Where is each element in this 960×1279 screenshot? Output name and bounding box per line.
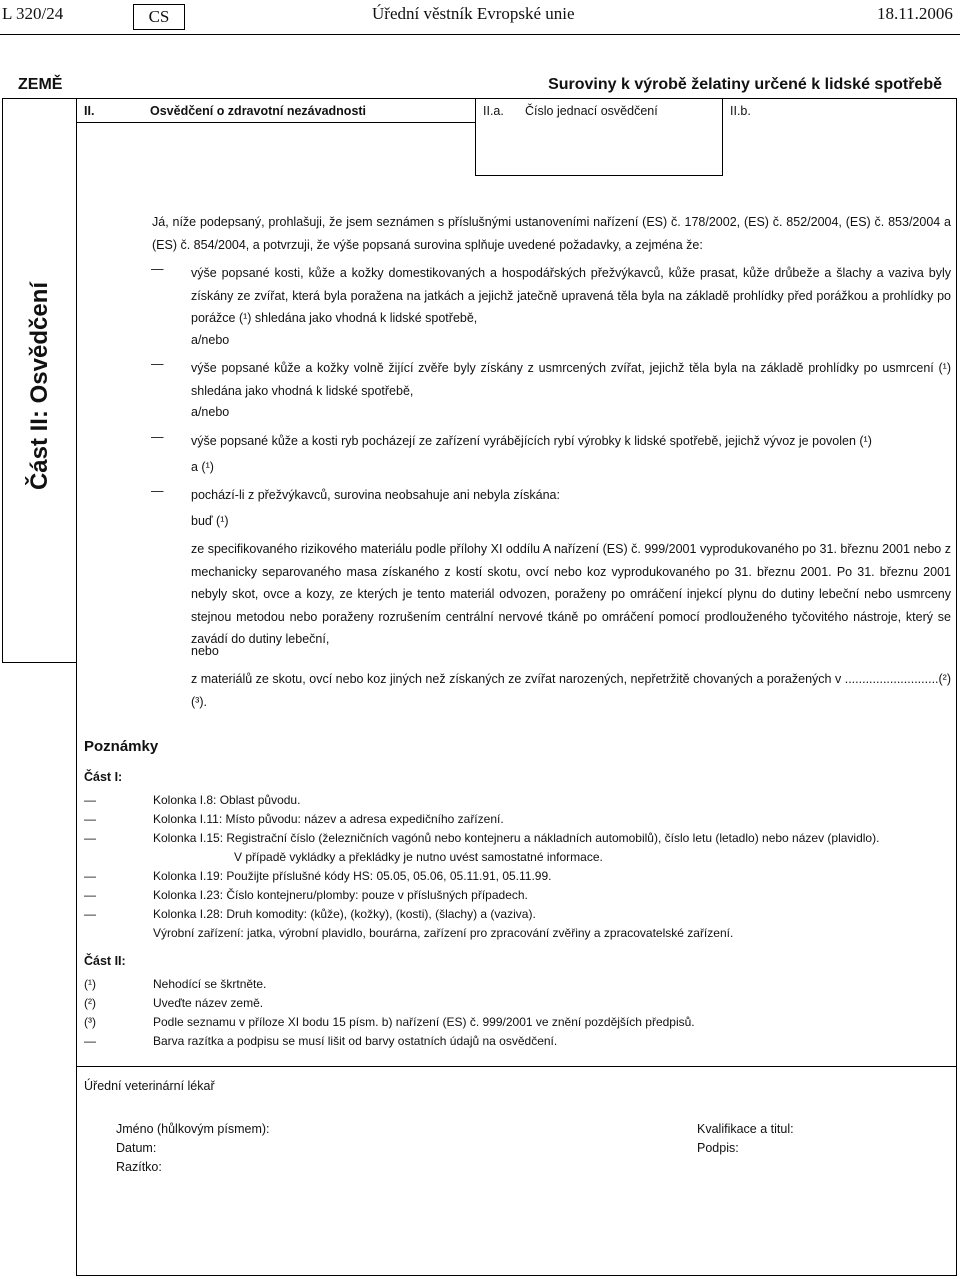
- form-title: Suroviny k výrobě želatiny určené k lidské spotřebě: [548, 76, 942, 93]
- dash-mark: —: [151, 262, 164, 276]
- note-item: [84, 924, 954, 943]
- date-field-label: Datum:: [116, 1141, 157, 1155]
- or-label: a/nebo: [191, 333, 230, 347]
- field-b-border-left: [722, 98, 723, 175]
- qualification-field-label: Kvalifikace a titul:: [697, 1122, 794, 1136]
- notes-part2-heading: Část II:: [84, 954, 126, 968]
- note-text: Výrobní zařízení: jatka, výrobní plavidlo, bourárna, zařízení pro zpracování zvěřiny a zpracovatelské zařízení.: [153, 926, 734, 940]
- note-mark: —: [84, 831, 96, 845]
- statement-4: pochází-li z přežvýkavců, surovina neobsahuje ani nebyla získána:: [191, 488, 560, 502]
- note-text: Kolonka I.15: Registrační číslo (železničních vagónů nebo kontejneru a nákladních automobilů), číslo letu (letadlo) nebo název (plavidlo).: [153, 831, 880, 845]
- note-item: [84, 848, 954, 867]
- note-mark: (¹): [84, 977, 96, 991]
- certification-intro: Já, níže podepsaný, prohlašuji, že jsem seznámen s příslušnými ustanoveními nařízení (ES) č. 178/2002, (ES) č. 852/2004, (ES) č. 853/2004 a (ES) č. 854/2004, a potvrzuji, že výše popsaná surovina splňuje uvedené požadavky, a zejména že:: [152, 215, 951, 252]
- page-reference: L 320/24: [2, 4, 64, 23]
- note-mark: (²): [84, 996, 96, 1010]
- section-divider: [76, 122, 475, 123]
- note-text: Nehodící se škrtněte.: [153, 977, 267, 991]
- and-label: a (¹): [191, 460, 214, 474]
- note-item: [84, 1013, 954, 1032]
- note-mark: —: [84, 812, 96, 826]
- country-label: ZEMĚ: [18, 76, 63, 93]
- note-item: [84, 905, 954, 924]
- note-text: Kolonka I.23: Číslo kontejneru/plomby: pouze v příslušných případech.: [153, 888, 528, 902]
- dash-mark: —: [151, 430, 164, 444]
- note-text: Barva razítka a podpisu se musí lišit od barvy ostatních údajů na osvědčení.: [153, 1034, 558, 1048]
- note-item: [84, 791, 954, 810]
- dash-mark: —: [151, 357, 164, 371]
- notes-divider: [76, 1066, 957, 1067]
- section-title: Osvědčení o zdravotní nezávadnosti: [150, 104, 367, 118]
- field-a-label: Číslo jednací osvědčení: [525, 104, 658, 118]
- statement-1: výše popsané kosti, kůže a kožky domestikovaných a hospodářských přežvýkavců, kůže prasat, kůže drůbeže a šlachy a vaziva byly získány ze zvířat, která byla poražena na jatkách a jejichž jatečně upravená těla byla na základě prohlídky před porážkou a prohlídky po porážce (¹) shledána jako vhodná k lidské spotřebě,: [191, 266, 951, 325]
- note-mark: (³): [84, 1015, 96, 1029]
- note-item: [84, 1032, 954, 1051]
- note-mark: —: [84, 869, 96, 883]
- origin-statement: z materiálů ze skotu, ovcí nebo koz jiných než získaných ze zvířat narozených, nepřetržitě chovaných a poražených v ...........................(²) (³).: [191, 672, 951, 709]
- note-item: [84, 810, 954, 829]
- note-text: Uveďte název země.: [153, 996, 264, 1010]
- notes-part2-list: [84, 975, 954, 1051]
- journal-title: Úřední věstník Evropské unie: [372, 4, 575, 23]
- note-mark: —: [84, 888, 96, 902]
- side-label: Část II: Osvědčení: [26, 281, 53, 491]
- or-label: a/nebo: [191, 405, 230, 419]
- notes-heading: Poznámky: [84, 738, 159, 755]
- note-mark: —: [84, 907, 96, 921]
- language-code-box: CS: [133, 4, 185, 30]
- note-text: Kolonka I.28: Druh komodity: (kůže), (kožky), (kosti), (šlachy) a (vaziva).: [153, 907, 536, 921]
- section-number: II.: [84, 104, 95, 118]
- note-text: Kolonka I.19: Použijte příslušné kódy HS: 05.05, 05.06, 05.11.91, 05.11.99.: [153, 869, 552, 883]
- note-text: Kolonka I.8: Oblast původu.: [153, 793, 301, 807]
- dash-mark: —: [151, 484, 164, 498]
- statement-3: výše popsané kůže a kosti ryb pocházejí ze zařízení vyrábějících rybí výrobky k lidské spotřebě, jejichž vývoz je povolen (¹): [191, 434, 872, 448]
- field-b-number: II.b.: [730, 104, 751, 118]
- notes-part1-heading: Část I:: [84, 770, 123, 784]
- note-item: [84, 994, 954, 1013]
- or-label: nebo: [191, 644, 219, 658]
- note-text: V případě vykládky a překládky je nutno uvést samostatné informace.: [234, 850, 603, 864]
- field-a-number: II.a.: [483, 104, 504, 118]
- signature-field-label: Podpis:: [697, 1141, 739, 1155]
- field-a-border-bottom: [475, 175, 723, 176]
- statement-2: výše popsané kůže a kožky volně žijící zvěře byly získány z usmrcených zvířat, jejichž těla byla na základě prohlídky po usmrcení (¹) shledána jako vhodná k lidské spotřebě,: [191, 361, 951, 398]
- srm-statement: ze specifikovaného rizikového materiálu podle přílohy XI oddílu A nařízení (ES) č. 999/2001 vyprodukovaného po 31. březnu 2001 nebo z mechanicky separovaného masa získaného z kostí skotu, ovcí nebo koz vyprodukovaného po 31. březnu 2001. Po 31. březnu 2001 nebyly skot, ovce a kozy, ze kterých je tento materiál odvozen, poraženy po omráčení injekcí plynu do dutiny lebeční nebo usmrceny stejnou metodou nebo poraženy rozrušením centrální nervové tkáně po omráčení pomocí prodlouženého tyčovitého nástroje, který se zavádí do dutiny lebeční,: [191, 542, 951, 646]
- header-rule: [0, 34, 960, 35]
- note-text: Podle seznamu v příloze XI bodu 15 písm. b) nařízení (ES) č. 999/2001 ve znění pozdějších předpisů.: [153, 1015, 695, 1029]
- name-field-label: Jméno (hůlkovým písmem):: [116, 1122, 270, 1136]
- note-item: [84, 975, 954, 994]
- either-label: buď (¹): [191, 514, 229, 528]
- note-item: [84, 886, 954, 905]
- official-veterinarian-label: Úřední veterinární lékař: [84, 1079, 215, 1093]
- note-mark: [84, 924, 153, 943]
- note-mark: —: [84, 793, 96, 807]
- note-mark: [84, 848, 234, 867]
- note-text: Kolonka I.11: Místo původu: název a adresa expedičního zařízení.: [153, 812, 504, 826]
- notes-part1-list: [84, 791, 954, 943]
- note-item: [84, 829, 954, 848]
- note-item: [84, 867, 954, 886]
- field-a-border-left: [475, 98, 476, 175]
- note-mark: —: [84, 1034, 96, 1048]
- stamp-field-label: Razítko:: [116, 1160, 162, 1174]
- publication-date: 18.11.2006: [877, 4, 953, 23]
